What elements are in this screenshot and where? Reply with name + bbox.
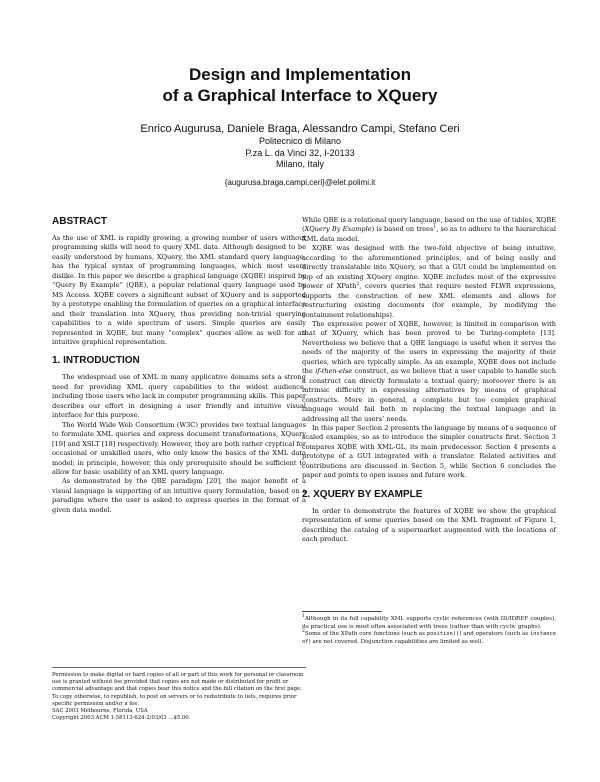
title-line-1: Design and Implementation — [189, 65, 411, 84]
footnote-1-mark: 1 — [302, 614, 305, 620]
right-paragraph-3 — [302, 320, 556, 424]
author-email: {augurusa,braga,campi,ceri}@elet.polimi.it — [224, 177, 376, 187]
text-span: ) is based on trees — [371, 225, 434, 234]
text-span: construct, as we believe that a user capable to handle such a construct can directly formulate a textual query; moreover there is an intrinsic difficulty in expressing alternatives by means of graphical constructs. More in general, a complete but too complex graphical language would fail both in replacing the textual language and in addressing all the users’ needs. — [302, 367, 556, 423]
conference-venue: SAC 2003 Melbourne, Florida, USA — [52, 708, 148, 715]
title-block — [0, 64, 600, 188]
abstract-heading: ABSTRACT — [52, 216, 107, 227]
text-span: , covers queries that require nested FLWR expressions, supports the construction of new XML elements and allows for restructuring existing documents (for example, by modifying the containment relationships). — [302, 282, 556, 319]
permission-divider — [52, 667, 306, 668]
text-span: The expressive power of XQBE, however, is limited in comparison with that of XQuery, which has been proved to be Turing-complete [13]. Nevertheless we believe that a QBE language is useful when it serves the needs of the majority of the users in expressing the majority of their queries, which are typically simple. As an example, XQBE does not include the — [302, 319, 556, 376]
section-2-paragraph-1: In order to demonstrate the features of XQBE we show the graphical representation of some queries based on the XML fragment of Figure 1, describing the catalog of a supermarket augmented with the locations of each product. — [302, 506, 556, 544]
affiliation-line-1: Politecnico di Milano — [258, 136, 342, 146]
intro-paragraph-2: The World Wide Web Consortium (W3C) provides two textual languages to formulate XML queries and express document transformations, XQuery [19] and XSLT [18] respectively. However, they are both rather cryptical for occasional or unskilled users, who only know the basics of the XML data model; in principle, however, this only prerequisite should be sufficient to allow for basic usability of an XML query language. — [52, 420, 306, 476]
abstract-text: As the use of XML is rapidly growing, a growing number of users without programming skills will need to query XML data. Although designed to be easily understood by humans, XQuery, the XML standard query language, has the typical syntax of programming languages, which most users dislike. In this paper we describe a graphical language (XQBE) inspired by “Query By Example” (QBE), a popular relational query language used by MS Access. XQBE covers a significant subset of XQuery and is supported by a prototype enabling the formulation of queries on a graphical interface and their translation into XQuery, thus providing non-trivial querying capabilities to a wide spectrum of users. Simple queries are easily represented in XQBE, but many “complex” queries allow as well for an intuitive graphical representation. — [52, 234, 306, 346]
footnote-2-mark: 2 — [302, 629, 305, 635]
paper-title — [0, 64, 600, 106]
footnotes — [302, 616, 556, 646]
intro-paragraph-3: As demonstrated by the QBE paradigm [20], the major benefit of a visual language is supporting of an intuitive query formulation, based on a paradigm where the user is asked to express queries in the format of a given data model. — [52, 477, 306, 514]
footnote-2 — [302, 631, 556, 646]
affiliation — [0, 136, 600, 171]
right-paragraph-1 — [302, 216, 556, 244]
affiliation-line-3: Milano, Italy — [275, 159, 325, 169]
xqbe-expansion: XQuery By Example — [304, 225, 372, 234]
footnote-divider — [302, 611, 382, 612]
authors: Enrico Augurusa, Daniele Braga, Alessandro Campi, Stefano Ceri — [140, 123, 460, 135]
copyright-line: Copyright 2003 ACM 1-58113-624-2/03/03 ...$5.00. — [52, 715, 191, 722]
code-instance-of: instance of — [302, 631, 556, 645]
footnote-ref-1[interactable]: 1 — [433, 225, 437, 231]
text-span: XQBE was designed with the two-fold objective of being intuitive, according to the aforementioned principles, and of being easily and directly translatable into XQuery, so that a GUI could be implemented on top of an existing XQuery engine. XQBE includes most of the expressive power of XPath — [302, 244, 556, 291]
permission-text: Permission to make digital or hard copies of all or part of this work for personal or classroom use is granted without fee provided that copies are not made or distributed for profit or commercial advantage and that copies bear this notice and the full citation on the first page. To copy otherwise, to republish, to post on servers or to redistribute to lists, requires prior specific permission and/or a fee. — [52, 672, 304, 707]
footnote-ref-2[interactable]: 2 — [356, 281, 360, 287]
permission-block — [52, 672, 306, 722]
footnote-1 — [302, 616, 556, 631]
code-position: position() — [426, 631, 460, 637]
text-span: , so as to adhere to the hierarchical XML data model. — [302, 225, 556, 243]
title-line-2: of a Graphical Interface to XQuery — [162, 86, 438, 105]
if-then-else-term: if-then-else — [315, 367, 353, 376]
text-span: ) are not covered. Disjunction capabilities are limited as well. — [308, 638, 484, 645]
intro-heading: 1. INTRODUCTION — [52, 355, 140, 367]
text-span: ) and operators (such as — [459, 631, 531, 637]
left-column — [52, 216, 306, 515]
right-paragraph-4: In this paper Section 2 presents the language by means of a sequence of scaled examples, so as to introduce the simpler constructs first. Section 3 compares XQBE with XML-GL, its main predecessor. Section 4 presents a prototype of a GUI integrated with a translator. Related activities and contributions are discussed in Section 5, while Section 6 concludes the paper and points to open issues and future work. — [302, 423, 556, 480]
intro-paragraph-1: The widespread use of XML in many applicative domains sets a strong need for providing XML query capabilities to the widest audience, including those users who lack in computer programming skills. This paper describes our effort in designing a user friendly and intuitive visual interface for this purpose. — [52, 373, 306, 420]
text-span: Some of the XPath core functions (such as — [304, 631, 427, 637]
right-paragraph-2 — [302, 244, 556, 320]
affiliation-line-2: P.za L. da Vinci 32, I-20133 — [245, 147, 355, 158]
footnote-1-text: Although in its full capability XML supports cyclic references (with ID/IDREF couples), its practical use is most often associated with trees (rather than with cyclic graphs). — [302, 616, 556, 630]
right-column — [302, 216, 556, 545]
section-2-heading: 2. XQUERY BY EXAMPLE — [302, 488, 423, 500]
text-span: While QBE is a relational query language, based on the use of tables, XQBE ( — [302, 216, 556, 234]
